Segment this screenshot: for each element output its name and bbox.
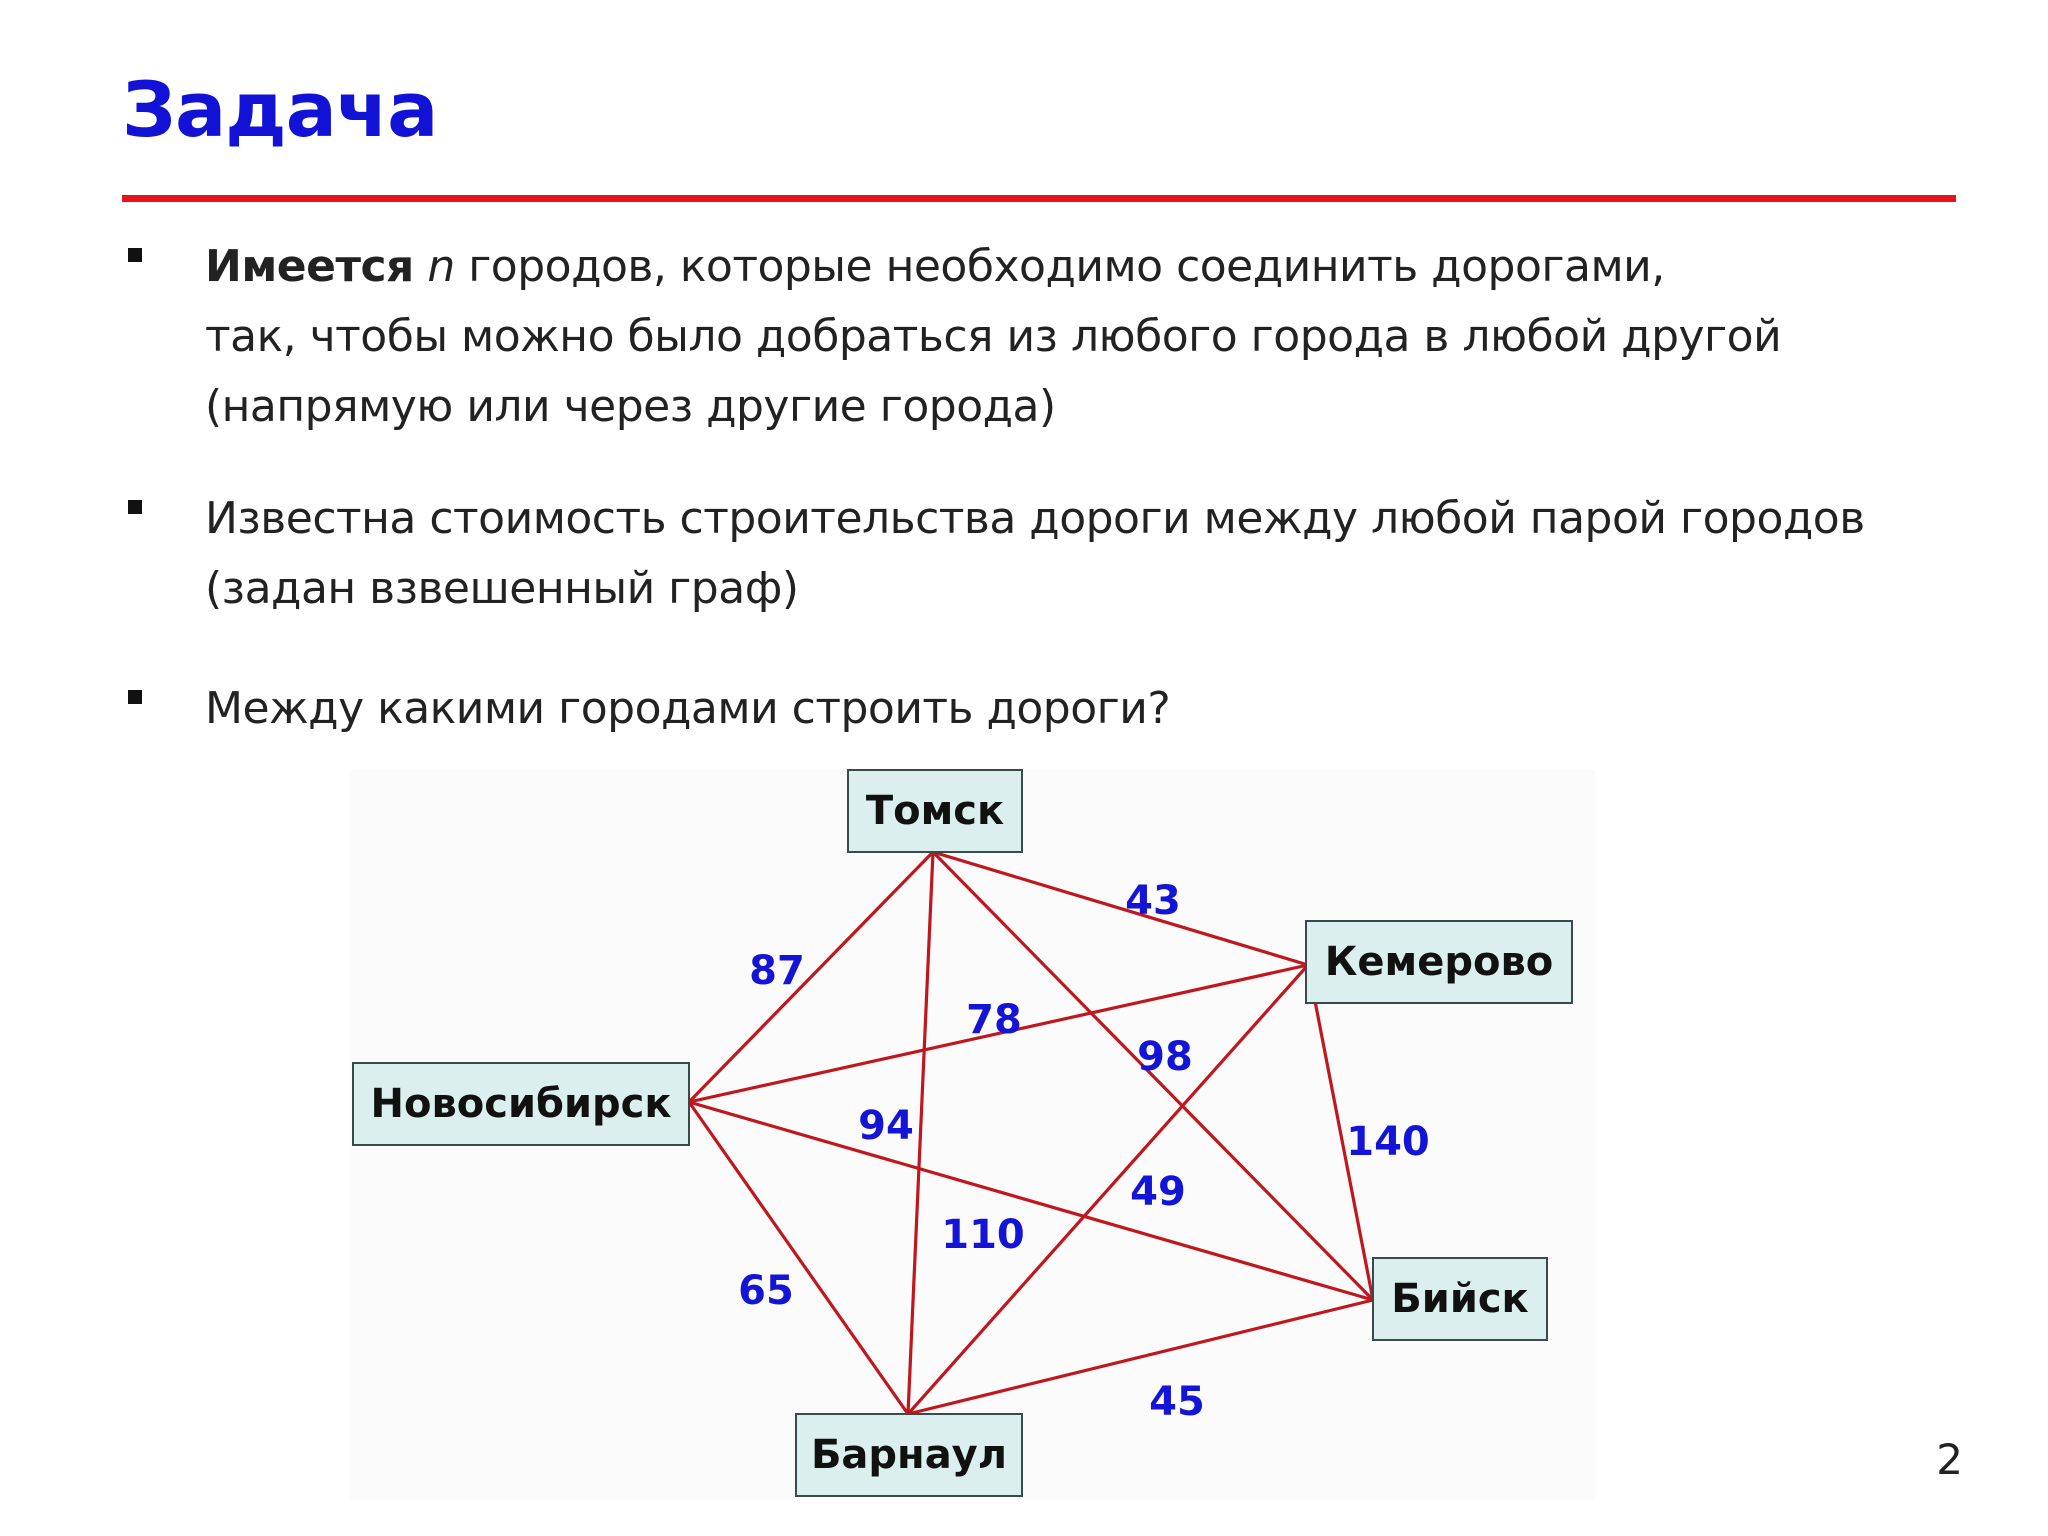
- edge-weight-label: 45: [1149, 1379, 1205, 1425]
- bullet-line: (задан взвешенный граф): [205, 563, 799, 614]
- edge-weight-label: 65: [738, 1268, 794, 1314]
- city-node-novosibirsk: [353, 1063, 689, 1145]
- bold-word: Имеется: [205, 241, 414, 292]
- edge-weight-label: 78: [966, 997, 1022, 1043]
- italic-variable: n: [427, 241, 455, 292]
- page-number: 2: [1936, 1435, 1963, 1484]
- edge-weight-label: 43: [1125, 878, 1181, 924]
- city-node-label: Новосибирск: [370, 1081, 672, 1127]
- city-node-label: Томск: [865, 788, 1005, 834]
- edge-weight-label: 49: [1130, 1169, 1186, 1215]
- city-node-barnaul: [796, 1414, 1022, 1496]
- edge-weight-label: 87: [749, 948, 805, 994]
- bullet-line: Известна стоимость строительства дороги между любой парой городов: [205, 493, 1865, 544]
- edge-weight-label: 140: [1346, 1119, 1430, 1165]
- bullet-line: так, чтобы можно было добраться из любого города в любой другой: [205, 311, 1782, 362]
- edge-weight-label: 110: [941, 1212, 1025, 1258]
- city-node-label: Кемерово: [1324, 939, 1554, 985]
- edge-weight-label: 94: [858, 1103, 914, 1149]
- bullet-line: (напрямую или через другие города): [205, 381, 1056, 432]
- edge-weight-label: 98: [1137, 1034, 1193, 1080]
- bullet-line: Между какими городами строить дороги?: [205, 683, 1171, 734]
- city-node-label: Барнаул: [810, 1432, 1008, 1478]
- bullet-line-rest: городов, которые необходимо соединить дорогами,: [454, 241, 1665, 292]
- city-node-tomsk: [848, 770, 1022, 852]
- city-node-label: Бийск: [1391, 1276, 1529, 1322]
- city-node-kemerovo: [1306, 921, 1572, 1003]
- city-node-biysk: [1373, 1258, 1547, 1340]
- slide-title: Задача: [122, 65, 438, 154]
